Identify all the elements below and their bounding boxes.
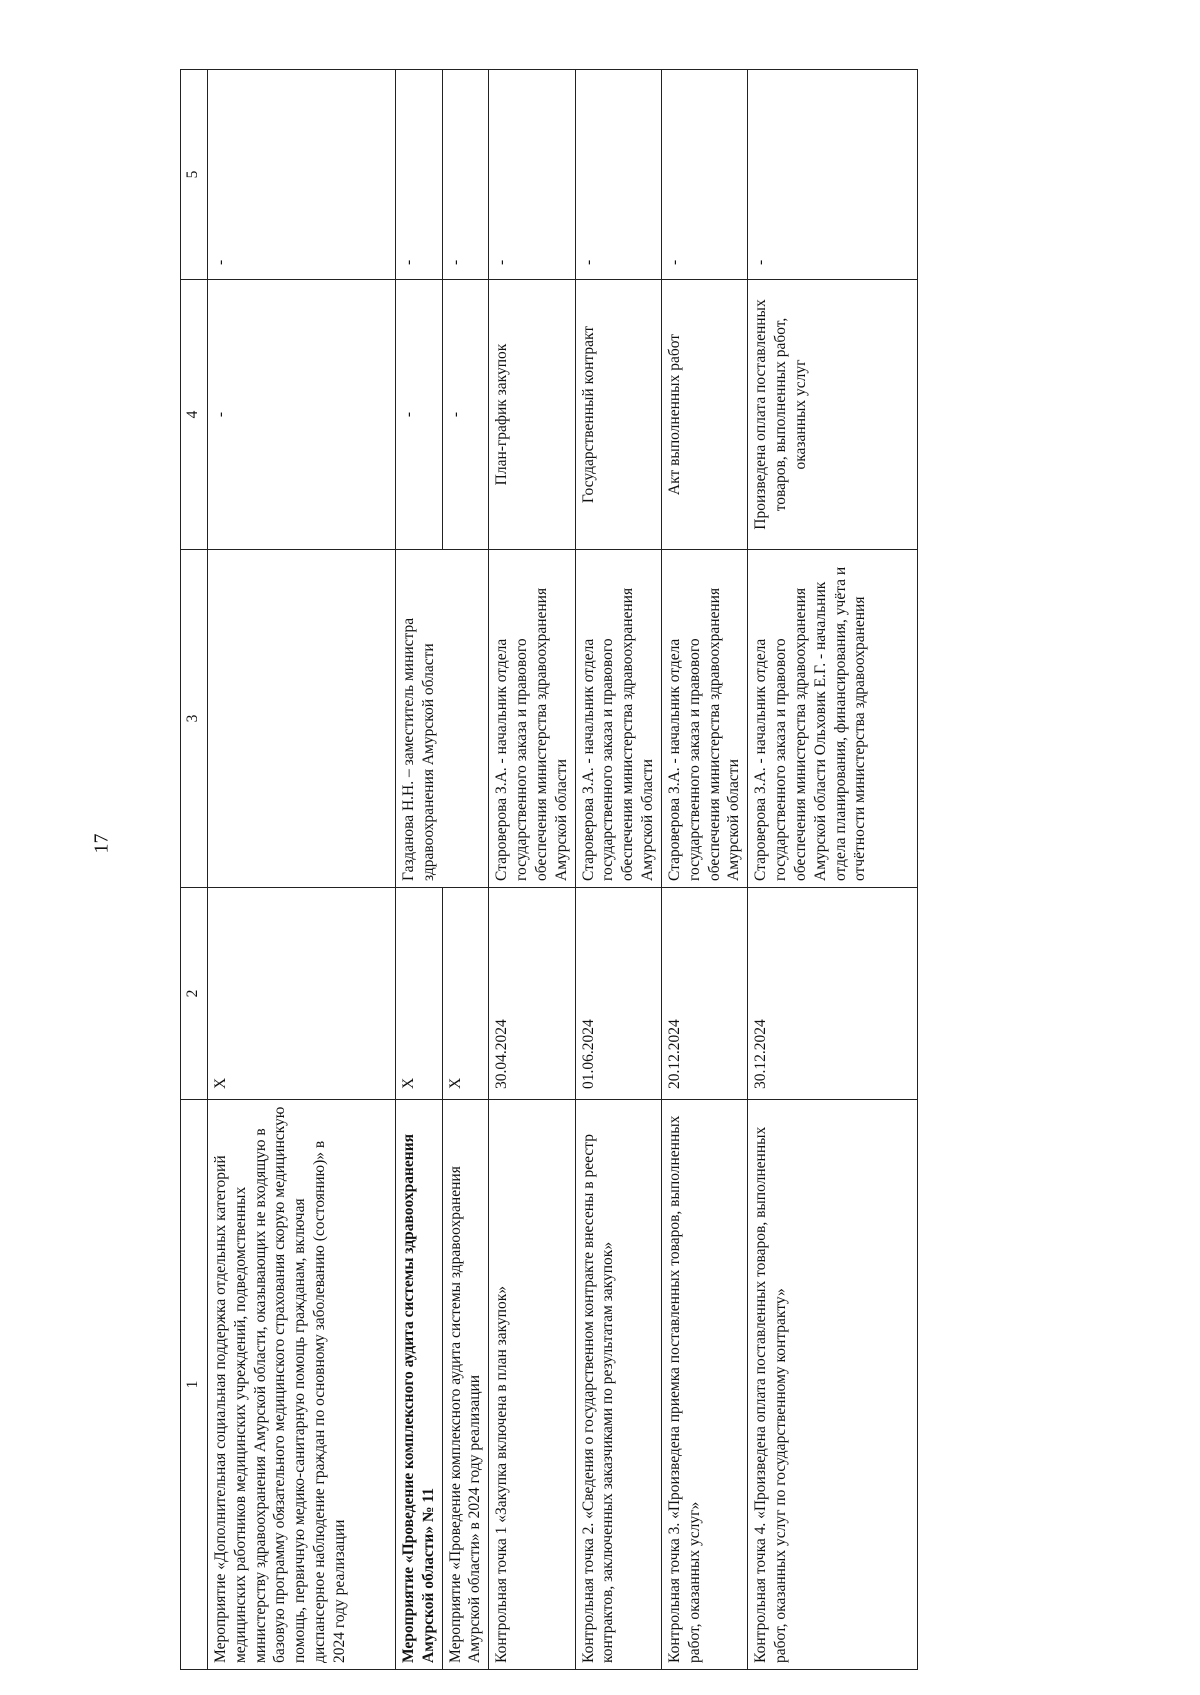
row-responsible: Газданова Н.Н. – заместитель министра здравоохранения Амурской области bbox=[396, 550, 489, 888]
row-document: План-график закупок bbox=[489, 280, 575, 550]
row-note: - bbox=[575, 70, 661, 280]
row-responsible: Староверова З.А. - начальник отдела государственного заказа и правового обеспечения министерства здравоохранения Амурской области Ольховик Е.Г. - начальник отдела планирования, финансирования, учёта и отчётности министерства здравоохранения bbox=[748, 550, 918, 888]
header-col-2: 2 bbox=[181, 888, 208, 1100]
header-col-3: 3 bbox=[181, 550, 208, 888]
table-row bbox=[748, 70, 918, 1670]
row-document: - bbox=[396, 280, 443, 550]
table-row bbox=[208, 70, 396, 1670]
row-document: Произведена оплата поставленных товаров, выполненных работ, оказанных услуг bbox=[748, 280, 918, 550]
row-event-name: Мероприятие «Проведение комплексного аудита системы здравоохранения Амурской области» № 11 bbox=[396, 1100, 443, 1670]
row-document: Государственный контракт bbox=[575, 280, 661, 550]
row-note: - bbox=[208, 70, 396, 280]
page-number: 17 bbox=[90, 833, 113, 854]
row-document: - bbox=[442, 280, 489, 550]
header-col-1: 1 bbox=[181, 1100, 208, 1670]
row-date: 30.04.2024 bbox=[489, 888, 575, 1100]
header-row bbox=[181, 70, 208, 1670]
table-row bbox=[396, 70, 443, 1670]
row-note: - bbox=[661, 70, 747, 280]
row-event-name: Контрольная точка 1 «Закупка включена в план закупок» bbox=[489, 1100, 575, 1670]
row-event-name: Мероприятие «Дополнительная социальная поддержка отдельных категорий медицинских работников медицинских учреждений, подведомственных министерству здравоохранения Амурской области, оказывающих не входящую в базовую программу обязательного медицинского страхования скорую медицинскую помощь, первичную медико-санитарную помощь гражданам, включая диспансерное наблюдение граждан по основному заболеванию (состоянию)» в 2024 году реализации bbox=[208, 1100, 396, 1670]
row-document: Акт выполненных работ bbox=[661, 280, 747, 550]
plan-table bbox=[180, 69, 918, 1670]
header-col-4: 4 bbox=[181, 280, 208, 550]
table-row bbox=[661, 70, 747, 1670]
row-date: Х bbox=[208, 888, 396, 1100]
row-date: 30.12.2024 bbox=[748, 888, 918, 1100]
row-note: - bbox=[442, 70, 489, 280]
row-date: 20.12.2024 bbox=[661, 888, 747, 1100]
row-document: - bbox=[208, 280, 396, 550]
row-note: - bbox=[396, 70, 443, 280]
row-date: Х bbox=[442, 888, 489, 1100]
row-note: - bbox=[748, 70, 918, 280]
row-responsible: Староверова З.А. - начальник отдела государственного заказа и правового обеспечения министерства здравоохранения Амурской области bbox=[575, 550, 661, 888]
row-event-name: Контрольная точка 4. «Произведена оплата поставленных товаров, выполненных работ, оказанных услуг по государственному контракту» bbox=[748, 1100, 918, 1670]
row-event-name: Контрольная точка 2. «Сведения о государственном контракте внесены в реестр контрактов, заключенных заказчиками по результатам закупок» bbox=[575, 1100, 661, 1670]
header-col-5: 5 bbox=[181, 70, 208, 280]
rotated-table-wrapper bbox=[180, 70, 1050, 1670]
row-responsible: Староверова З.А. - начальник отдела государственного заказа и правового обеспечения министерства здравоохранения Амурской области bbox=[489, 550, 575, 888]
table-row bbox=[489, 70, 575, 1670]
row-note: - bbox=[489, 70, 575, 280]
row-event-name: Контрольная точка 3. «Произведена приемка поставленных товаров, выполненных работ, оказанных услуг» bbox=[661, 1100, 747, 1670]
row-event-name: Мероприятие «Проведение комплексного аудита системы здравоохранения Амурской области» в 2024 году реализации bbox=[442, 1100, 489, 1670]
row-responsible: Староверова З.А. - начальник отдела государственного заказа и правового обеспечения министерства здравоохранения Амурской области bbox=[661, 550, 747, 888]
row-responsible bbox=[208, 550, 396, 888]
row-date: 01.06.2024 bbox=[575, 888, 661, 1100]
row-date: Х bbox=[396, 888, 443, 1100]
table-row bbox=[575, 70, 661, 1670]
